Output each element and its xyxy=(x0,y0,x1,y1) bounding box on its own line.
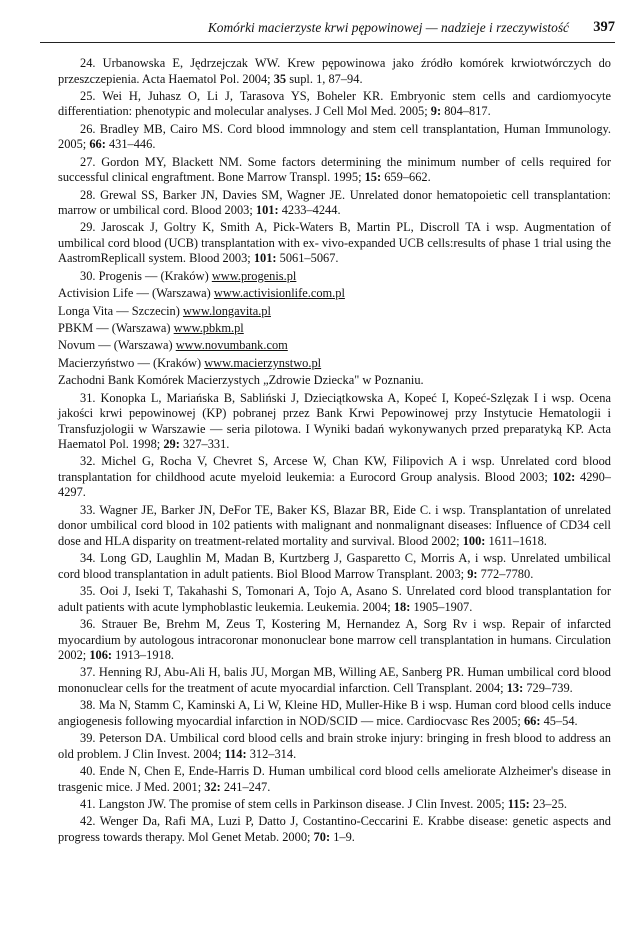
progenis-link[interactable]: www.progenis.pl xyxy=(211,268,297,283)
reference-item xyxy=(58,814,611,845)
bank-row xyxy=(58,304,611,320)
reference-volume: 29: xyxy=(163,437,180,452)
bank-name: Novum — (Warszawa) xyxy=(58,338,176,353)
reference-volume: 9: xyxy=(430,104,442,119)
reference-pages: 1913–1918. xyxy=(112,648,174,663)
reference-pages: 1–9. xyxy=(330,829,355,844)
reference-volume: 100: xyxy=(462,533,486,548)
reference-volume: 101: xyxy=(253,251,277,266)
reference-text: 24. Urbanowska E, Jędrzejczak WW. Krew pępowinowa jako źródło komórek krwiotwórczych do przeszczepienia. Acta Haematol Pol. 2004; xyxy=(58,56,611,86)
bank-link[interactable]: www.novumbank.com xyxy=(175,338,288,353)
reference-volume: 114: xyxy=(224,746,247,761)
reference-pages: 1611–1618. xyxy=(485,533,547,548)
reference-pages: supl. 1, 87–94. xyxy=(286,71,363,86)
reference-text: 38. Ma N, Stamm C, Kaminski A, Li W, Kleine HD, Muller-Hike B i wsp. Human cord blood cells induce angiogenesis following myocardial infarction in NOD/SCID — mice. Cardiocvasc Res 2005; xyxy=(58,698,611,728)
reference-pages: 4290–4297. xyxy=(58,469,611,500)
reference-pages: 772–7780. xyxy=(477,566,534,581)
reference-item xyxy=(58,617,611,664)
reference-item xyxy=(58,391,611,453)
reference-pages: 312–314. xyxy=(246,746,297,761)
reference-item xyxy=(58,155,611,186)
page-header xyxy=(40,18,615,43)
reference-pages: 729–739. xyxy=(523,680,573,695)
reference-volume: 106: xyxy=(89,648,113,663)
reference-item xyxy=(58,454,611,501)
bank-link[interactable]: www.longavita.pl xyxy=(182,303,271,318)
reference-pages: 23–25. xyxy=(529,796,567,811)
reference-item xyxy=(58,584,611,615)
reference-text: 35. Ooi J, Iseki T, Takahashi S, Tomonari A, Tojo A, Asano S. Unrelated cord blood transplantation for adult patients with acute lymphoblastic leukemia. Leukemia. 2004; xyxy=(58,584,611,614)
reference-item xyxy=(58,89,611,120)
bank-row xyxy=(58,286,611,302)
reference-volume: 66: xyxy=(523,713,541,728)
reference-item xyxy=(58,698,611,729)
bank-link[interactable]: www.activisionlife.com.pl xyxy=(213,286,345,301)
reference-pages: 804–817. xyxy=(441,104,491,119)
bank-name: PBKM — (Warszawa) xyxy=(58,321,174,336)
reference-text: 33. Wagner JE, Barker JN, DeFor TE, Baker KS, Blazar BR, Eide C. i wsp. Transplantation of unrelated donor umbilical cord blood in 102 patients with malignant and nonmalignant diseases: Influence of CD34 cell dose and HLA disparity on treatment-related mortality and survival. Blood 2002; xyxy=(58,502,611,548)
reference-pages: 5061–5067. xyxy=(276,251,339,266)
reference-pages: 45–54. xyxy=(540,713,578,728)
reference-text: 25. Wei H, Juhasz O, Li J, Tarasova YS, Boheler KR. Embryonic stem cells and cardiomyocyte differentiation: phenotypic and molecular analyses. J Cell Mol Med. 2005; xyxy=(58,88,611,119)
reference-item xyxy=(58,797,611,813)
reference-item xyxy=(58,220,611,267)
progenis-intro: 30. Progenis — (Kraków) xyxy=(80,268,212,283)
reference-pages: 241–247. xyxy=(220,779,271,794)
bank-row xyxy=(58,356,611,372)
reference-pages: 1905–1907. xyxy=(410,599,473,614)
reference-volume: 9: xyxy=(467,566,478,581)
reference-volume: 70: xyxy=(313,829,331,844)
reference-item xyxy=(58,188,611,219)
reference-volume: 35 xyxy=(273,71,287,86)
reference-item xyxy=(58,122,611,153)
reference-text: 26. Bradley MB, Cairo MS. Cord blood immnology and stem cell transplantation, Human Immunology. 2005; xyxy=(58,121,611,152)
reference-item-30 xyxy=(58,269,611,285)
reference-item xyxy=(58,503,611,550)
reference-volume: 32: xyxy=(204,779,221,794)
reference-volume: 102: xyxy=(552,469,576,484)
page-number: 397 xyxy=(593,19,615,35)
reference-volume: 18: xyxy=(393,599,411,614)
bank-name: Longa Vita — Szczecin) xyxy=(58,303,183,318)
reference-text: 34. Long GD, Laughlin M, Madan B, Kurtzberg J, Gasparetto C, Morris A, i wsp. Unrelated umbilical cord blood transplantation in adult patients. Biol Blood Marrow Transplant. 2003; xyxy=(58,551,611,581)
bank-link[interactable]: www.pbkm.pl xyxy=(173,321,244,336)
reference-text: 41. Langston JW. The promise of stem cells in Parkinson disease. J Clin Invest. 2005; xyxy=(80,796,508,811)
bank-name: Activision Life — (Warszawa) xyxy=(58,286,214,301)
bank-name: Macierzyństwo — (Kraków) xyxy=(58,355,205,370)
reference-pages: 327–331. xyxy=(179,437,230,452)
reference-text: 39. Peterson DA. Umbilical cord blood cells and brain stroke injury: bringing in fresh blood to address an old problem. J Clin Invest. 2004; xyxy=(58,731,611,761)
reference-text: 42. Wenger Da, Rafi MA, Luzi P, Datto J, Costantino-Ceccarini E. Krabbe disease: genetic aspects and progress towards therapy. Mol Genet Metab. 2000; xyxy=(58,814,611,844)
reference-pages: 659–662. xyxy=(381,170,431,185)
reference-text: 40. Ende N, Chen E, Ende-Harris D. Human umbilical cord blood cells ameliorate Alzheimer's disease in trasgenic mice. J Med. 2001; xyxy=(58,764,611,794)
reference-volume: 15: xyxy=(364,170,382,185)
reference-volume: 13: xyxy=(506,680,524,695)
reference-volume: 115: xyxy=(507,796,530,811)
reference-item xyxy=(58,665,611,696)
reference-item xyxy=(58,764,611,795)
reference-pages: 4233–4244. xyxy=(278,203,341,218)
reference-text: 36. Strauer Be, Brehm M, Zeus T, Kostering M, Hernandez A, Sorg Rv i wsp. Repair of infarcted myocardium by autologous intracoronar mononuclear bone marrow cell transplantation in humans. Circulation 2002; xyxy=(58,617,611,663)
reference-text: 31. Konopka L, Mariańska B, Sabliński J, Dzieciątkowska A, Kopeć I, Kopeć-Szlęzak I i wsp. Ocena jakości krwi pepowinowej (KP) pobranej przez Bank Krwi Pepowinowej przy Instytucie Hematologii i Transfuzjologii w Warszawie — seria pilotowa. I Wyniki badań wykonywanych przed preparatyką KP. Acta Haematol Pol. 1998; xyxy=(58,390,611,452)
reference-text: 37. Henning RJ, Abu-Ali H, balis JU, Morgan MB, Willing AE, Sanberg PR. Human umbilical cord blood mononuclear cells for the treatment of acute myocardial infarction. Cell Transplant. 2004; xyxy=(58,665,611,695)
running-title: Komórki macierzyste krwi pępowinowej — nadzieje i rzeczywistość xyxy=(207,20,569,35)
reference-volume: 66: xyxy=(89,137,106,152)
reference-list xyxy=(58,56,611,847)
reference-item xyxy=(58,731,611,762)
bank-row xyxy=(58,321,611,337)
bank-final-line: Zachodni Bank Komórek Macierzystych „Zdrowie Dziecka" w Poznaniu. xyxy=(58,373,424,388)
reference-text: 32. Michel G, Rocha V, Chevret S, Arcese W, Chan KW, Filipovich A i wsp. Unrelated cord blood transplantation for childhood acute myeloid leukemia: a Eurocord Group analysis. Blood 2003; xyxy=(58,454,611,484)
reference-text: 27. Gordon MY, Blackett NM. Some factors determining the minimum number of cells required for successful clinical engraftment. Bone Marrow Transpl. 1995; xyxy=(58,154,611,185)
reference-pages: 431–446. xyxy=(105,137,156,152)
reference-text: 28. Grewal SS, Barker JN, Davies SM, Wagner JE. Unrelated donor hematopoietic cell transplantation: marrow or umbilical cord. Blood 2003; xyxy=(58,187,611,218)
reference-text: 29. Jaroscak J, Goltry K, Smith A, Pick-Waters B, Martin PL, Discroll TA i wsp. Augmentation of umbilical cord blood (UCB) transplantation with ex- vivo-expanded UCB cells:results of phase 1 trial using the AastromReplicall system. Blood 2003; xyxy=(58,220,611,266)
reference-item xyxy=(58,56,611,87)
bank-row xyxy=(58,338,611,354)
reference-item xyxy=(58,551,611,582)
bank-link[interactable]: www.macierzynstwo.pl xyxy=(204,355,322,370)
reference-volume: 101: xyxy=(255,203,279,218)
